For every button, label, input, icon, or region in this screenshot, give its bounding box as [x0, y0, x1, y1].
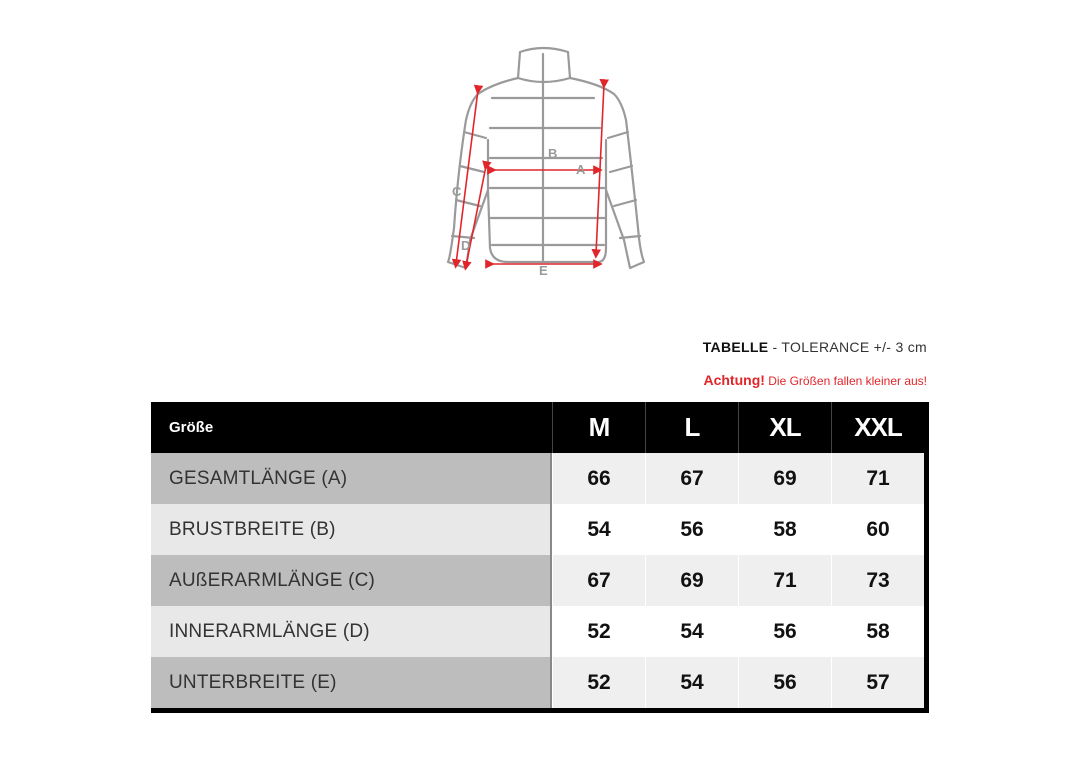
tolerance-text: - TOLERANCE +/- 3 cm — [768, 339, 927, 355]
table-cell: 52 — [552, 657, 645, 708]
table-cell: 52 — [552, 606, 645, 657]
label-c: C — [452, 184, 462, 199]
label-e: E — [539, 263, 548, 278]
table-cell: 66 — [552, 453, 645, 504]
header-label: Größe — [169, 419, 214, 436]
table-cell: 60 — [831, 504, 924, 555]
table-cell: 58 — [831, 606, 924, 657]
table-row — [151, 606, 929, 657]
table-row — [151, 504, 929, 555]
table-cell: 71 — [738, 555, 831, 606]
table-tolerance-note — [703, 339, 927, 355]
table-cell: 67 — [645, 453, 738, 504]
table-cell: 73 — [831, 555, 924, 606]
table-cell: 54 — [552, 504, 645, 555]
table-cell: 54 — [645, 657, 738, 708]
size-header-m: M — [552, 402, 645, 453]
size-header-xl: XL — [738, 402, 831, 453]
row-label: UNTERBREITE (E) — [151, 657, 552, 708]
jacket-illustration — [430, 40, 660, 280]
table-word: TABELLE — [702, 339, 769, 355]
table-header-row — [151, 402, 929, 453]
table-cell: 71 — [831, 453, 924, 504]
table-row — [151, 657, 929, 708]
size-table — [151, 402, 929, 713]
table-cell: 67 — [552, 555, 645, 606]
table-cell: 56 — [738, 657, 831, 708]
table-cell: 54 — [645, 606, 738, 657]
row-label: AUßERARMLÄNGE (C) — [151, 555, 552, 606]
jacket-measurement-diagram — [430, 40, 660, 280]
label-d: D — [461, 238, 471, 253]
size-warning — [703, 372, 927, 388]
label-b: B — [548, 146, 558, 161]
table-cell: 56 — [738, 606, 831, 657]
row-label: INNERARMLÄNGE (D) — [151, 606, 552, 657]
row-label: GESAMTLÄNGE (A) — [151, 453, 552, 504]
table-cell: 69 — [645, 555, 738, 606]
warning-word: Achtung! — [703, 372, 765, 388]
row-label: BRUSTBREITE (B) — [151, 504, 552, 555]
table-row — [151, 555, 929, 606]
size-header-l: L — [645, 402, 738, 453]
jacket-outline — [448, 48, 644, 268]
label-a: A — [576, 162, 586, 177]
table-cell: 56 — [645, 504, 738, 555]
size-header-xxl: XXL — [831, 402, 924, 453]
warning-text: Die Größen fallen kleiner aus! — [764, 374, 927, 388]
table-cell: 58 — [738, 504, 831, 555]
table-cell: 69 — [738, 453, 831, 504]
table-row — [151, 453, 929, 504]
table-cell: 57 — [831, 657, 924, 708]
